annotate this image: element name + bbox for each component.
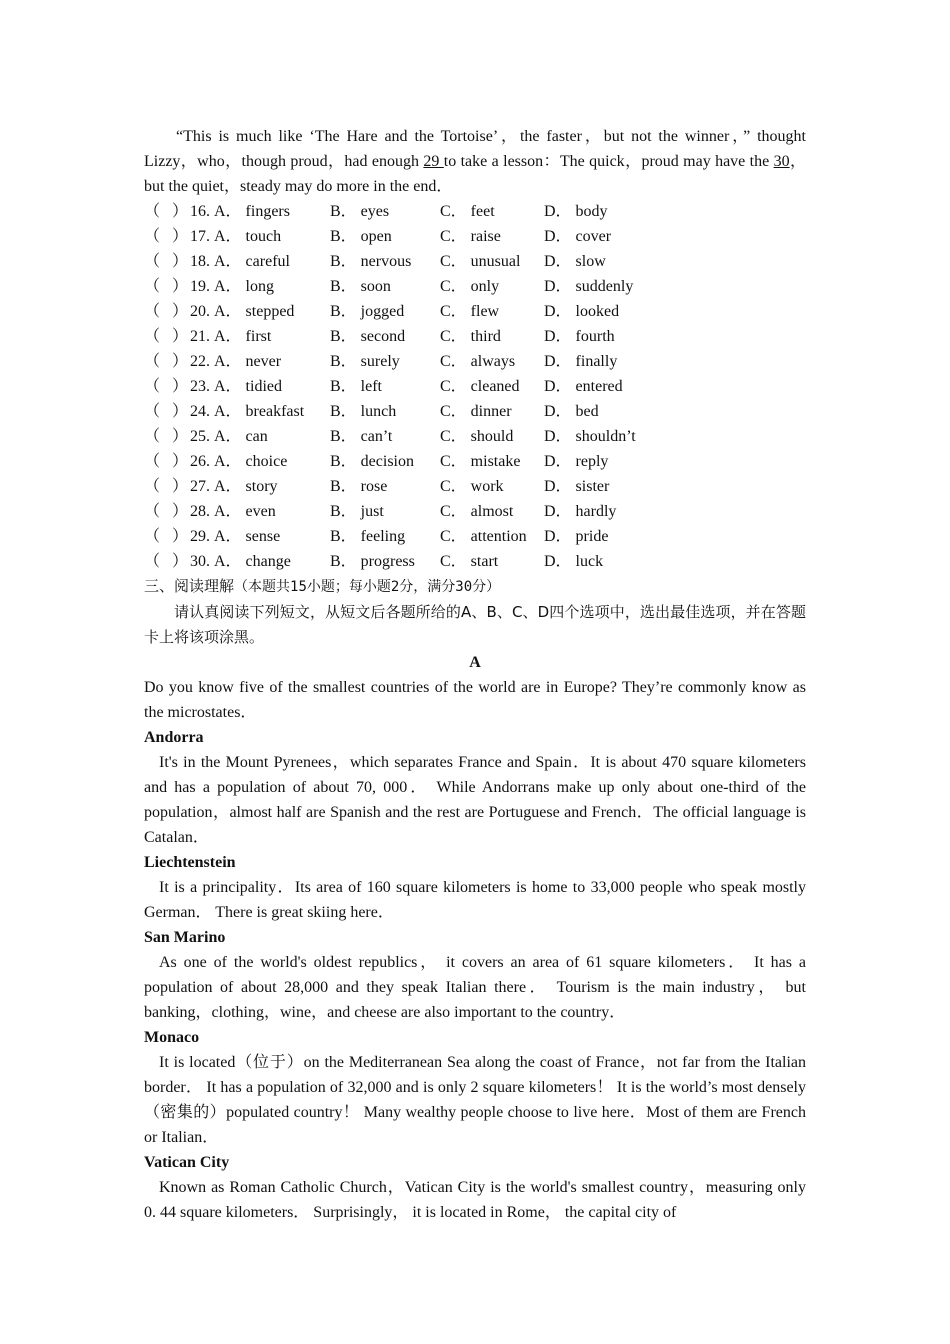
passage-label: A: [469, 654, 481, 671]
question-row: [144, 324, 806, 349]
option-d: D． sister: [544, 478, 610, 495]
option-b: B． surely: [330, 353, 400, 370]
answer-paren[interactable]: （ ）: [144, 553, 189, 570]
option-c: C． should: [440, 428, 514, 445]
story-text: to take a lesson：The quick，proud may have the: [443, 153, 774, 170]
answer-paren[interactable]: （ ）: [144, 528, 189, 545]
country-description: It's in the Mount Pyrenees，which separates France and Spain．It is about 470 square kilometers and has a population of about 70, 000． While Andorrans make up only about one-third of the population，almost half are Spanish and the rest are Portuguese and French．The official language is Catalan．: [144, 754, 806, 846]
question-row: [144, 249, 806, 274]
option-a: A． can: [214, 428, 268, 445]
option-c: C． flew: [440, 303, 500, 320]
country-heading: Andorra: [144, 729, 204, 746]
blank-30: 30: [773, 153, 790, 170]
option-d: D． fourth: [544, 328, 615, 345]
question-number: 28.: [190, 503, 210, 520]
question-row: [144, 199, 806, 224]
country-heading: Liechtenstein: [144, 854, 236, 871]
question-list: [144, 199, 806, 574]
country-list: [144, 725, 806, 1225]
option-b: B． decision: [330, 453, 414, 470]
country-heading: San Marino: [144, 929, 226, 946]
option-b: B． progress: [330, 553, 415, 570]
option-a: A． sense: [214, 528, 281, 545]
question-row: [144, 224, 806, 249]
question-number: 24.: [190, 403, 210, 420]
option-d: D． hardly: [544, 503, 617, 520]
option-c: C． mistake: [440, 453, 521, 470]
option-a: A． change: [214, 553, 291, 570]
option-c: C． dinner: [440, 403, 512, 420]
option-a: A． first: [214, 328, 272, 345]
option-a: A． stepped: [214, 303, 295, 320]
option-c: C． almost: [440, 503, 514, 520]
answer-paren[interactable]: （ ）: [144, 353, 189, 370]
option-c: C． attention: [440, 528, 527, 545]
option-d: D． slow: [544, 253, 606, 270]
option-b: B． soon: [330, 278, 391, 295]
question-number: 26.: [190, 453, 210, 470]
answer-paren[interactable]: （ ）: [144, 203, 189, 220]
option-d: D． cover: [544, 228, 612, 245]
option-b: B． eyes: [330, 203, 390, 220]
question-number: 20.: [190, 303, 210, 320]
option-b: B． left: [330, 378, 382, 395]
option-d: D． body: [544, 203, 608, 220]
option-d: D． entered: [544, 378, 623, 395]
option-d: D． shouldn’t: [544, 428, 636, 445]
question-number: 21.: [190, 328, 210, 345]
option-c: C． always: [440, 353, 516, 370]
answer-paren[interactable]: （ ）: [144, 428, 189, 445]
option-d: D． looked: [544, 303, 620, 320]
option-a: A． fingers: [214, 203, 290, 220]
option-d: D． reply: [544, 453, 609, 470]
answer-paren[interactable]: （ ）: [144, 278, 189, 295]
answer-paren[interactable]: （ ）: [144, 303, 189, 320]
question-number: 29.: [190, 528, 210, 545]
option-c: C． feet: [440, 203, 495, 220]
option-a: A． breakfast: [214, 403, 305, 420]
option-c: C． unusual: [440, 253, 521, 270]
section3-heading: 三、阅读理解: [144, 577, 235, 595]
answer-paren[interactable]: （ ）: [144, 378, 189, 395]
question-number: 17.: [190, 228, 210, 245]
country-heading: Monaco: [144, 1029, 200, 1046]
option-b: B． jogged: [330, 303, 405, 320]
option-b: B． open: [330, 228, 392, 245]
option-b: B． can’t: [330, 428, 393, 445]
question-row: [144, 549, 806, 574]
blank-29: 29: [423, 153, 444, 170]
question-row: [144, 449, 806, 474]
question-row: [144, 399, 806, 424]
question-row: [144, 374, 806, 399]
answer-paren[interactable]: （ ）: [144, 478, 189, 495]
question-number: 27.: [190, 478, 210, 495]
section3-heading-line: [144, 574, 806, 600]
section3-subheading: （本题共15小题；每小题2分，满分30分）: [234, 579, 501, 595]
option-d: D． bed: [544, 403, 599, 420]
question-number: 25.: [190, 428, 210, 445]
passage-intro: Do you know five of the smallest countries of the world are in Europe? They’re commonly know as the microstates．: [144, 679, 806, 721]
option-d: D． suddenly: [544, 278, 634, 295]
option-a: A． touch: [214, 228, 282, 245]
question-row: [144, 274, 806, 299]
option-b: B． feeling: [330, 528, 406, 545]
country-heading: Vatican City: [144, 1154, 230, 1171]
option-b: B． second: [330, 328, 406, 345]
option-d: D． pride: [544, 528, 609, 545]
option-c: C． only: [440, 278, 500, 295]
option-a: A． never: [214, 353, 282, 370]
question-row: [144, 499, 806, 524]
question-number: 19.: [190, 278, 210, 295]
answer-paren[interactable]: （ ）: [144, 503, 189, 520]
option-c: C． cleaned: [440, 378, 520, 395]
question-row: [144, 349, 806, 374]
option-a: A． even: [214, 503, 276, 520]
question-number: 16.: [190, 203, 210, 220]
country-description: As one of the world's oldest republics， it covers an area of 61 square kilometers． It has a population of about 28,000 and they speak Italian there． Tourism is the main industry， but banking，clothing，wine，and cheese are also important to the country．: [144, 954, 806, 1021]
option-a: A． choice: [214, 453, 288, 470]
story-text: “This is much like ‘The Hare and the Tortoise’，the faster，but not the winner，” thought Lizzy，who，though proud，had enough: [144, 128, 806, 170]
option-b: B． just: [330, 503, 384, 520]
document-page: [144, 124, 806, 1225]
question-number: 22.: [190, 353, 210, 370]
question-row: [144, 424, 806, 449]
option-a: A． careful: [214, 253, 290, 270]
option-d: D． luck: [544, 553, 604, 570]
section3-instruction: 请认真阅读下列短文，从短文后各题所给的A、B、C、D四个选项中，选出最佳选项，并在答题卡上将该项涂黑。: [144, 603, 806, 646]
answer-paren[interactable]: （ ）: [144, 253, 189, 270]
option-a: A． long: [214, 278, 275, 295]
option-c: C． work: [440, 478, 504, 495]
question-row: [144, 524, 806, 549]
country-description: It is a principality．Its area of 160 square kilometers is home to 33,000 people who speak mostly German． There is great skiing here．: [144, 879, 807, 921]
answer-paren[interactable]: （ ）: [144, 453, 189, 470]
answer-paren[interactable]: （ ）: [144, 328, 189, 345]
country-description: Known as Roman Catholic Church，Vatican City is the world's smallest country，measuring only 0. 44 square kilometers． Surprisingly， it is located in Rome， the capital city of: [144, 1179, 806, 1221]
option-a: A． tidied: [214, 378, 282, 395]
option-a: A． story: [214, 478, 278, 495]
answer-paren[interactable]: （ ）: [144, 403, 189, 420]
question-number: 23.: [190, 378, 210, 395]
story-ending-paragraph: [144, 124, 806, 199]
country-description: It is located（位于）on the Mediterranean Sea along the coast of France，not far from the Italian border． It has a population of 32,000 and is only 2 square kilometers！ It is the world’s most densely（密集的）populated country！ Many wealthy people choose to live here．Most of them are French or Italian．: [144, 1054, 806, 1146]
question-number: 30.: [190, 553, 210, 570]
option-b: B． nervous: [330, 253, 412, 270]
option-c: C． start: [440, 553, 499, 570]
answer-paren[interactable]: （ ）: [144, 228, 189, 245]
story-text: ，but the quiet，steady may do more in the end．: [144, 153, 806, 195]
option-b: B． lunch: [330, 403, 397, 420]
question-row: [144, 299, 806, 324]
question-number: 18.: [190, 253, 210, 270]
option-c: C． third: [440, 328, 501, 345]
question-row: [144, 474, 806, 499]
option-b: B． rose: [330, 478, 388, 495]
option-c: C． raise: [440, 228, 501, 245]
option-d: D． finally: [544, 353, 618, 370]
